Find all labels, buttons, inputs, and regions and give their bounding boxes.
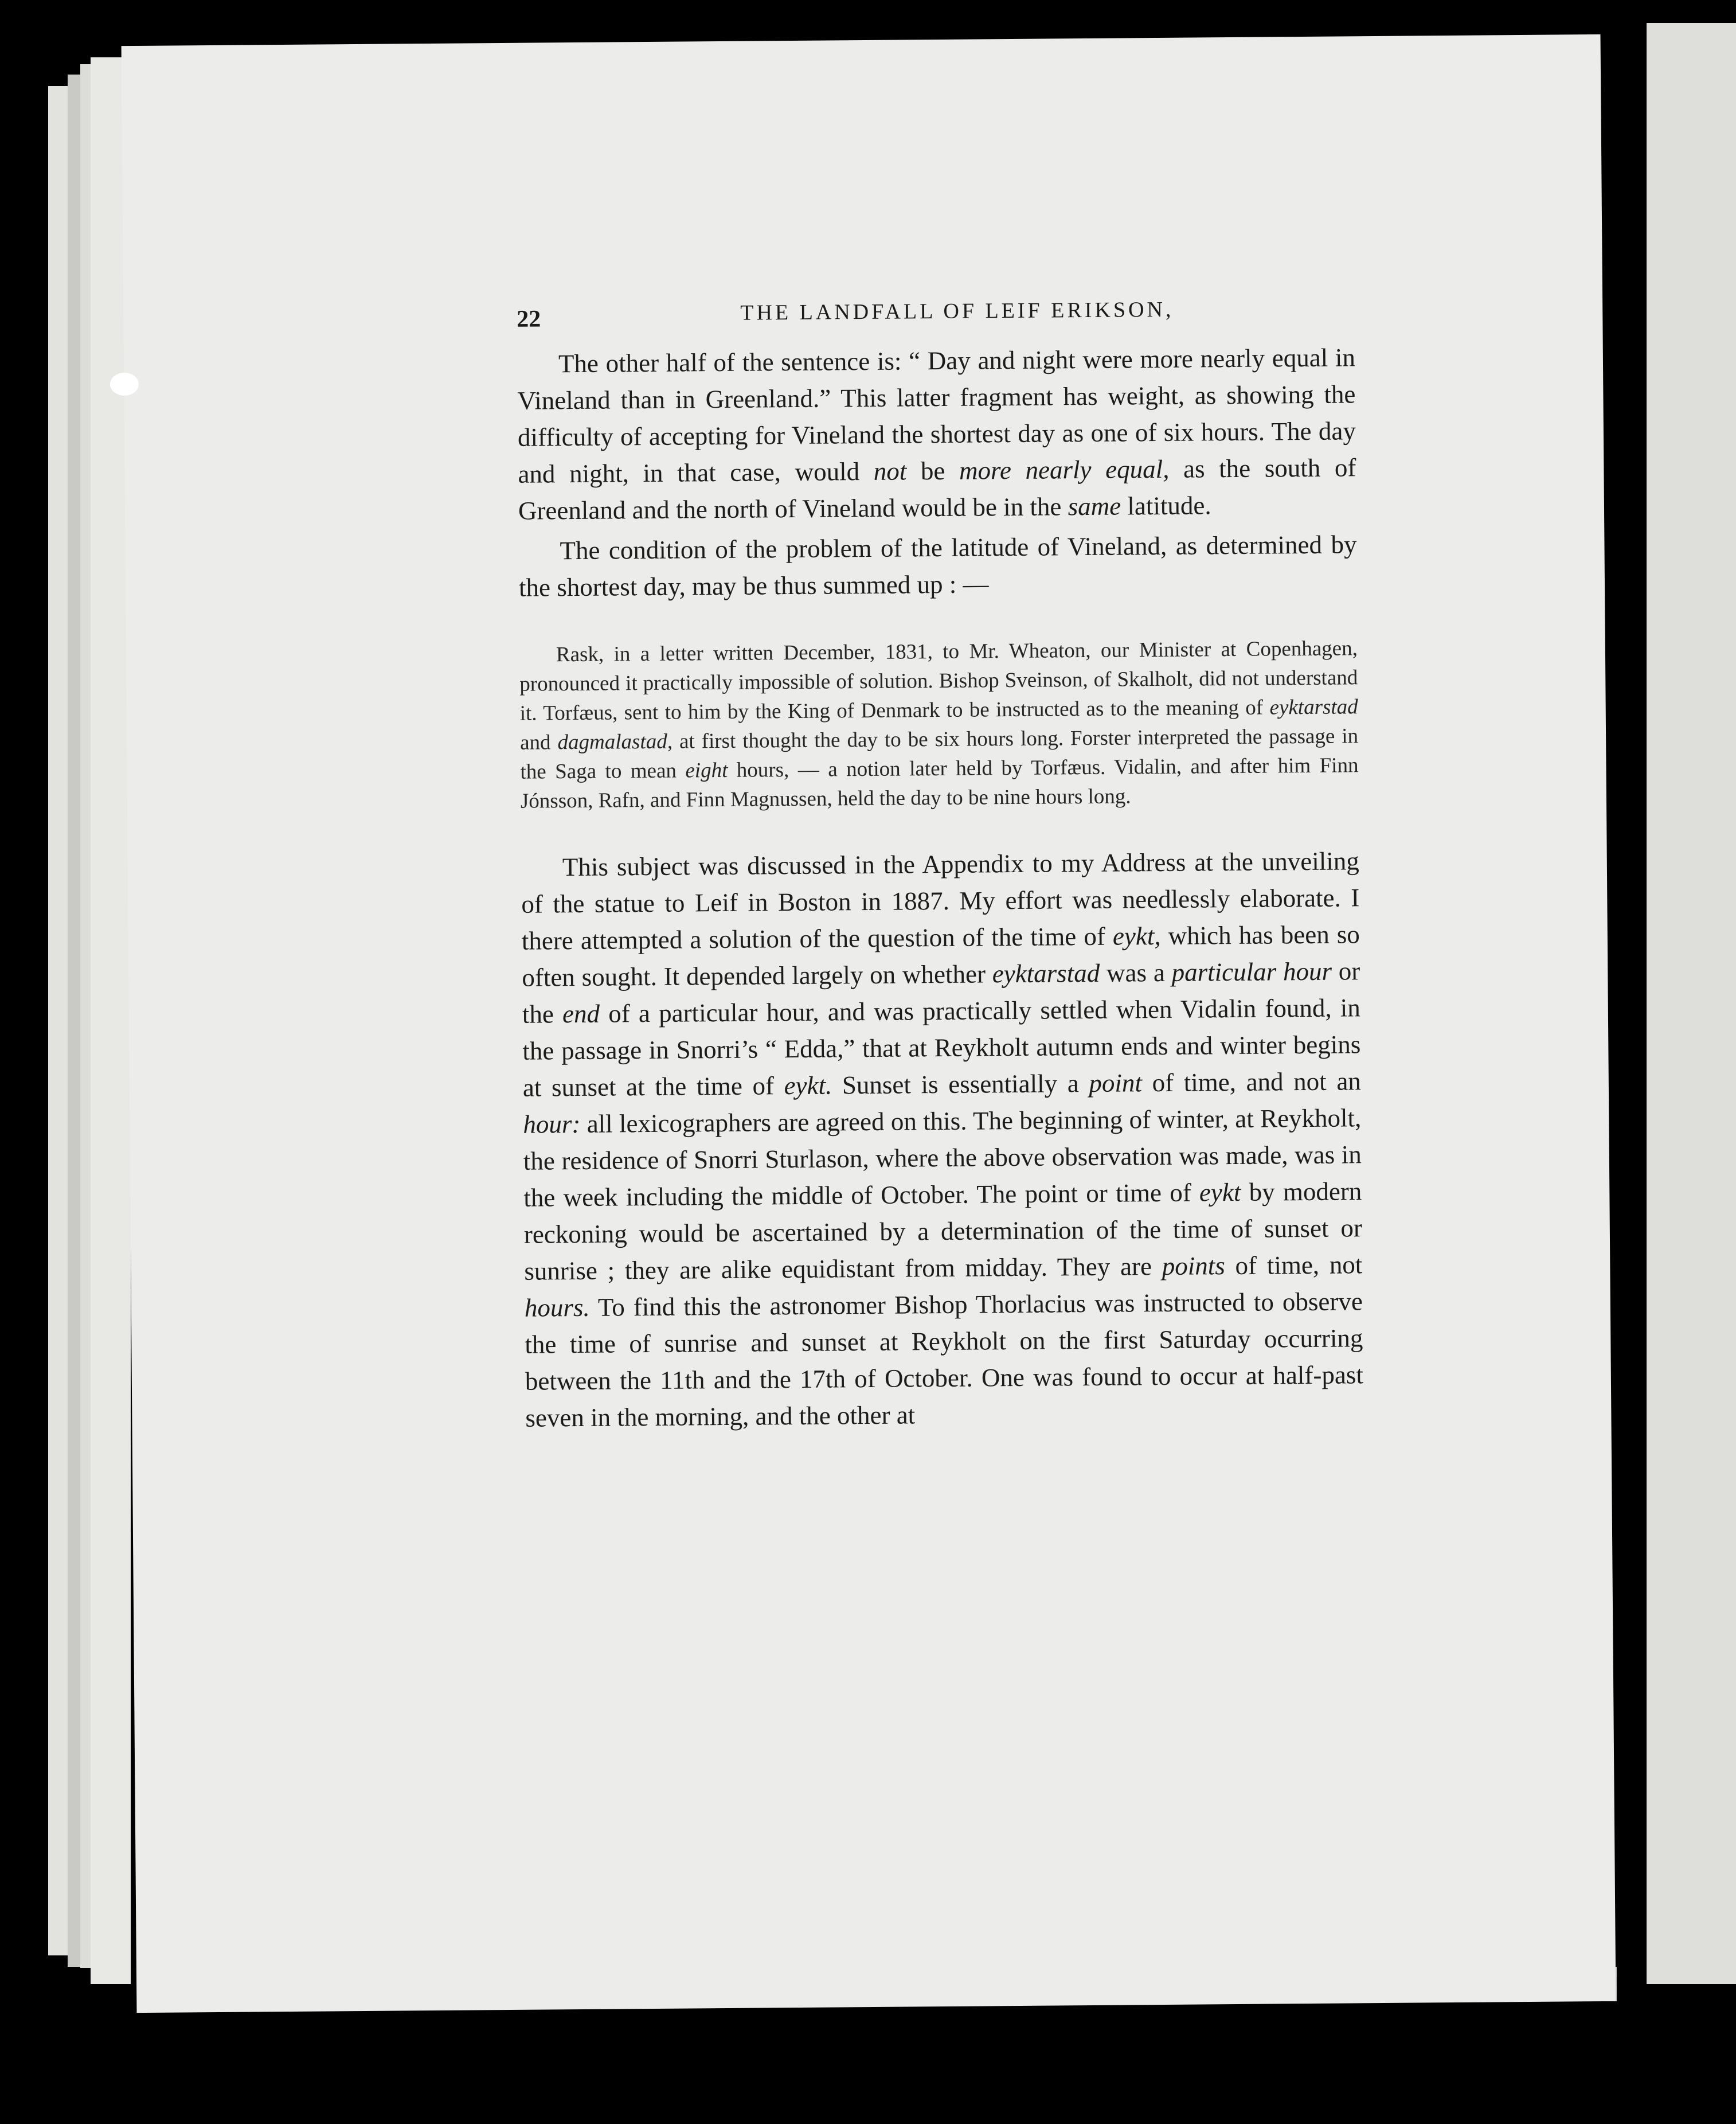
book-page <box>122 34 1616 2013</box>
italic-text: same <box>1068 491 1121 521</box>
text-run: which has been so often sought. It depended largely on whether <box>522 920 1360 992</box>
italic-text: end <box>562 999 600 1029</box>
text-run: latitude. <box>1120 491 1211 521</box>
running-title: THE LANDFALL OF LEIF ERIKSON, <box>740 297 1174 325</box>
text-run: The other half of the sentence is: “ Day and night were more nearly equal in Vineland than in Greenland.” This latter fragment has weight, as showing the difficulty of accepting for Vineland the shortest day as one of six hours. The day and night, in that case, would <box>517 343 1356 489</box>
text-run: of time, and not an <box>1141 1067 1361 1098</box>
italic-text: points <box>1162 1251 1225 1280</box>
text-run: Sunset is essentially a <box>832 1068 1089 1100</box>
italic-text: eyktarstad <box>992 958 1100 989</box>
paragraph-day-night <box>517 339 1356 529</box>
italic-text: eight <box>685 758 728 783</box>
text-run: This subject was discussed in the Appendix to my Address at the unveiling of the statue to Leif in Boston in 1887. My effort was needlessly elaborate. I there attempted a solution of the question of the time of <box>521 846 1360 955</box>
italic-text: point <box>1089 1068 1143 1098</box>
page-edge <box>68 75 80 1967</box>
running-head <box>517 294 1543 337</box>
text-run: be <box>906 456 960 486</box>
italic-text: more nearly equal, <box>959 454 1170 485</box>
text-run: was a <box>1100 958 1172 987</box>
italic-text: eykt, <box>1112 921 1161 951</box>
text-run: all lexicographers are agreed on this. The beginning of winter, at Reykholt, the residence of Snorri Sturlason, where the above observation was made, was in the week including the middle of October. The point or time of <box>523 1103 1362 1212</box>
text-run: at first thought the day to be six hours long. Forster interpreted the passage in the Saga to mean <box>520 724 1359 784</box>
italic-text: hour: <box>523 1109 581 1139</box>
text-run: by modern reckoning would be ascertained by a determination of the time of sunset or sunrise ; they are alike equidistant from midday. They are <box>523 1177 1363 1286</box>
page-edge <box>48 86 68 1955</box>
page-edge <box>80 64 91 1968</box>
note-paragraph <box>519 634 1359 815</box>
italic-text: eykt <box>1199 1177 1241 1207</box>
italic-text: hours. <box>524 1293 590 1322</box>
paragraph-appendix <box>521 842 1364 1436</box>
scan-artifact <box>110 373 139 396</box>
italic-text: not <box>873 456 907 486</box>
text-run: hours, — a notion later held by Torfæus. Vidalin, and after him Finn Jónsson, Rafn, and Finn Magnussen, held the day to be nine hours long. <box>520 753 1359 813</box>
page-number: 22 <box>517 306 541 333</box>
body-text <box>517 339 1364 1436</box>
italic-text: eyktarstad <box>1269 695 1358 720</box>
text-run: Rask, in a letter written December, 1831, to Mr. Wheaton, our Minister at Copenhagen, pronounced it practically impossible of solution. Bishop Sveinson, of Skalholt, did not understand it. Torfæus, sent to him by the King of Denmark to be instructed as to the meaning of <box>519 637 1358 725</box>
text-run: and <box>519 731 558 755</box>
text-run: of a particular hour, and was practically settled when Vidalin found, in the passage in Snorri’s “ Edda,” that at Reykholt autumn ends and winter begins at sunset at the time of <box>522 993 1361 1102</box>
italic-text: particular hour <box>1171 956 1332 987</box>
text-run: or the <box>522 956 1360 1029</box>
paragraph-condition: The condition of the problem of the latitude of Vineland, as determined by the shortest day, may be thus summed up : — <box>518 530 1357 602</box>
text-run: as the south of Greenland and the north of Vineland would be in the <box>518 453 1356 525</box>
italic-text: eykt. <box>784 1071 832 1100</box>
facing-page-edge <box>1647 23 1736 1984</box>
text-run: To find this the astronomer Bishop Thorlacius was instructed to observe the time of sunrise and sunset at Reykholt on the first Saturday occurring between the 11th and the 17th of October. One was found to occur at half-past seven in the morning, and the other at <box>525 1287 1364 1432</box>
text-run: of time, not <box>1225 1250 1363 1280</box>
page-content <box>122 34 1616 2013</box>
italic-text: dagmalastad, <box>557 729 673 755</box>
